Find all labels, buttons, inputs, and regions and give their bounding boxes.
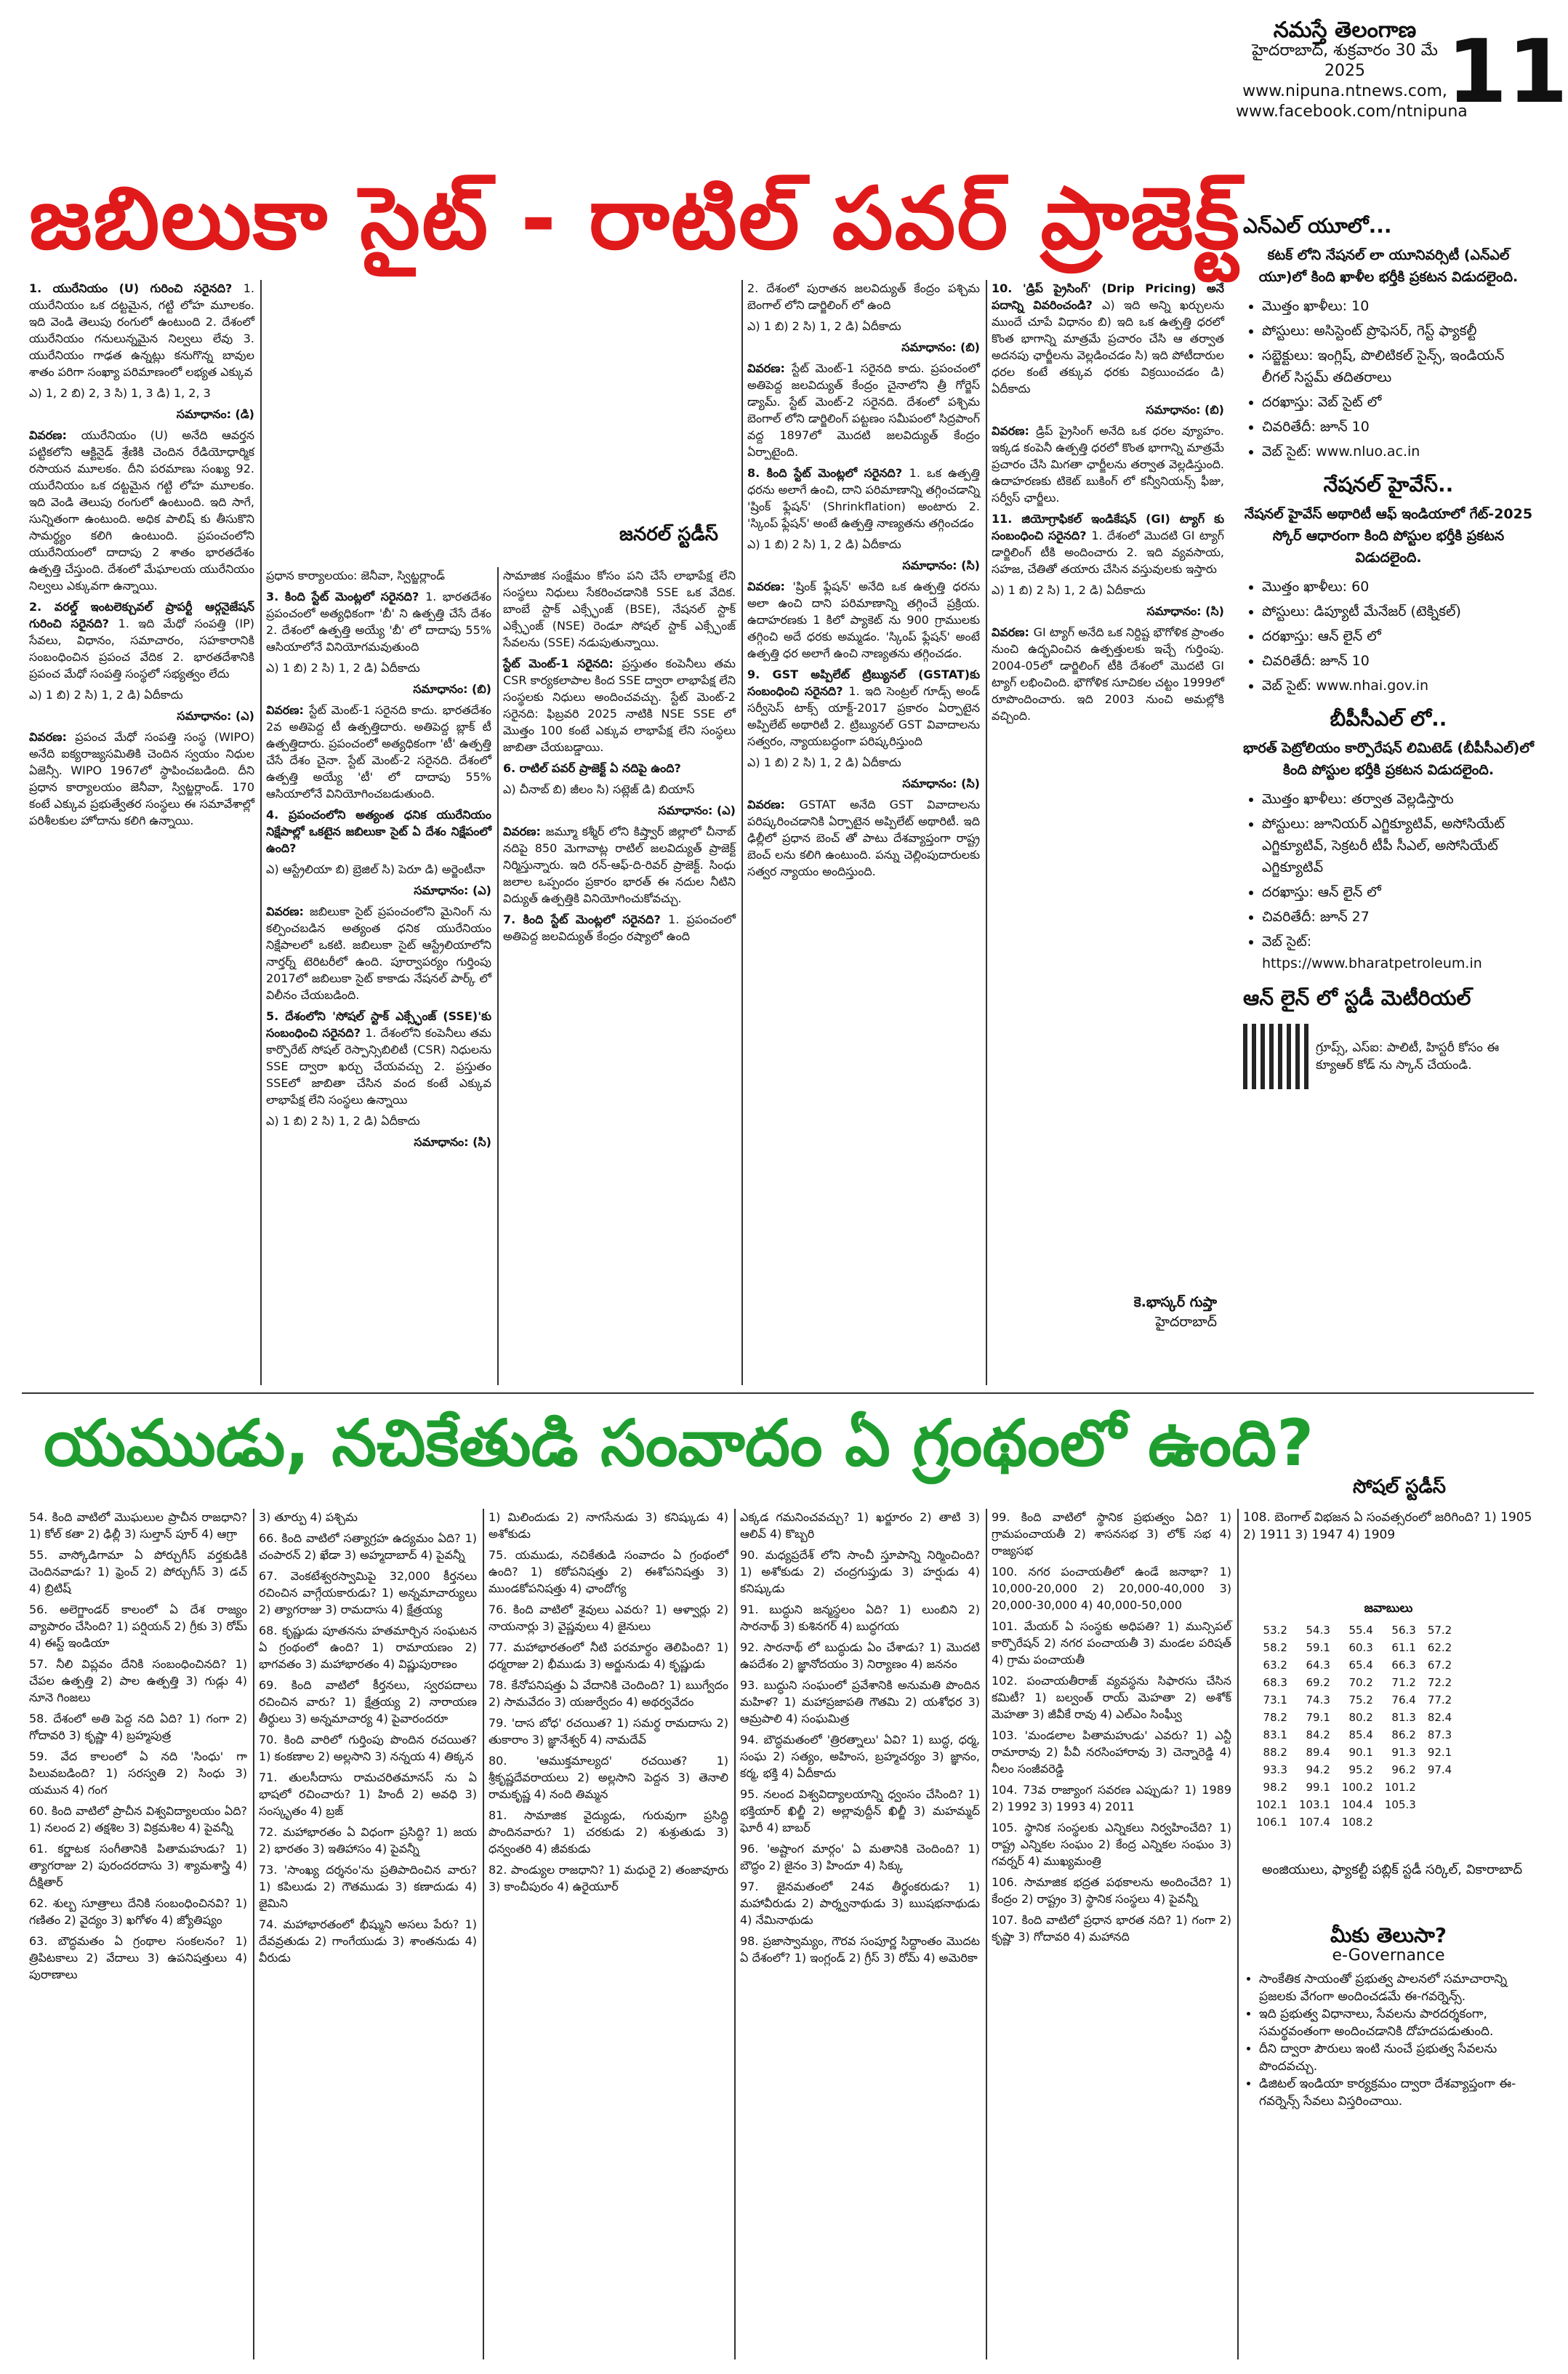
- answer-cell: 70.2: [1348, 1676, 1373, 1689]
- question-block: [266, 1008, 491, 1108]
- explanation-text: 1. ఇది మేధో సంపత్తి (IP) సేవలు, విధానం, సమాచారం, సహకారానికి సంబంధించిన ప్రపంచ వేదిక 2. భారతదేశానికి ప్రపంచ మేధో సంపత్తి సంస్థలో సభ్యత్వం లేదు: [29, 617, 254, 681]
- answer-cell: 103.1: [1298, 1798, 1330, 1811]
- answer-cell: 96.2: [1391, 1763, 1416, 1776]
- answer-cell: 90.1: [1348, 1746, 1373, 1759]
- website-link[interactable]: www.nipuna.ntnews.com,: [1242, 82, 1447, 100]
- answer-cell: 99.1: [1306, 1781, 1330, 1794]
- answer-text: సమాధానం: (సి): [902, 558, 980, 572]
- quiz-question: 79. 'దాస బోధ' రచయిత? 1) సమర్థ రామదాసు 2) తుకారాం 3) జ్ఞానేశ్వర్ 4) నామదేవ్: [489, 1716, 728, 1747]
- question-text: వివరణ:: [266, 703, 310, 717]
- answer-cell: 97.4: [1427, 1763, 1452, 1776]
- options-text: ఎ) 1 బి) 2 సి) 1, 2 డి) ఏదీకాదు: [992, 583, 1146, 597]
- question-block: [747, 796, 980, 880]
- job-detail: • మొత్తం ఖాళీలు: 10: [1262, 295, 1534, 317]
- quiz-question: 74. మహాభారతంలో భీష్ముని అసలు పేరు? 1) దేవవ్రతుడు 2) గాంగేయుడు 3) శాంతనుడు 4) వీరుడు: [259, 1917, 477, 1965]
- quiz-question: 96. 'అష్టాంగ మార్గం' ఏ మతానికి చెందింది? 1) బౌద్ధం 2) జైనం 3) హిందూ 4) సిక్కు: [740, 1842, 980, 1872]
- answer-cell: 71.2: [1391, 1676, 1416, 1689]
- question-block: [29, 729, 254, 829]
- answer-cell: 69.2: [1306, 1676, 1330, 1689]
- question-text: 1. యురేనియం (U) గురించి సరైనది?: [29, 281, 244, 295]
- answer-cell: 74.3: [1306, 1693, 1330, 1707]
- bottom-column-2: [259, 1509, 477, 2359]
- quiz-question: 102. పంచాయతీరాజ్ వ్యవస్థను సిఫారసు చేసిన కమిటీ? 1) బల్వంత్ రాయ్ మెహతా 2) అశోక్ మెహతా 3) జీవీకే రావు 4) ఎల్ఎం సింఘ్వీ: [992, 1674, 1231, 1721]
- quiz-question: 54. కింది వాటిలో మొఘలుల ప్రాచీన రాజధాని? 1) కోల్ కతా 2) ఢిల్లీ 3) సుల్తాన్ పూర్ 4) ఆగ్రా: [29, 1510, 247, 1541]
- answer-cell: 108.2: [1341, 1816, 1373, 1829]
- job-detail: • దరఖాస్తు: ఆన్ లైన్ లో: [1262, 881, 1534, 903]
- answer-row: [1250, 1779, 1458, 1796]
- answer-cell: 83.1: [1263, 1728, 1287, 1741]
- column-3: [503, 567, 736, 1385]
- quiz-question: 98. ప్రజాస్వామ్యం, గౌరవ సంపూర్ణ సిద్ధాంతం మొదట ఏ దేశంలో? 1) ఇంగ్లండ్ 2) గ్రీస్ 3) రోమ్ 4) అమెరికా: [740, 1934, 980, 1965]
- explanation-text: 1. యురేనియం ఒక దట్టమైన, గట్టి లోహ మూలకం. ఇది వెండి తెలుపు రంగులో ఉంటుంది 2. దేశంలో యురేనియం గనులున్నమైన నిల్వలు లేవు 3. యురేనియం గాఢత ఉన్నట్లు కనుగొన్న బావుల శాతం పరిగా సంఖ్యా పరిమాణంలో లభ్యత ఎక్కువ: [29, 281, 254, 379]
- explanation-text: యురేనియం (U) అనేది ఆవర్తన పట్టికలోని ఆక్టినైడ్ శ్రేణికి చెందిన రేడియోధార్మిక రసాయన మూలకం. దీని పరమాణు సంఖ్య 92. యురేనియం ఒక దట్టమైన గట్టి లోహ మూలకం. ఇది వెండి తెలుపు రంగులో ఉంటుంది. ఇది సాగే, సున్నితంగా ఉంటుంది. అధిక పాలిష్ కు తీసుకొని సామర్థ్యం కలిగి ఉంటుంది. ప్రపంచంలోని యురేనియంలో దాదాపు 2 శాతం భారతదేశం ఉత్పత్తి చేస్తుంది. దేశంలో మేఘాలయ యురేనియం నిల్వలు ఎక్కువగా ఉన్నాయి.: [29, 428, 254, 593]
- quiz-question: 76. కింది వాటిలో శైవులు ఎవరు? 1) ఆళ్వార్లు 2) నాయనార్లు 3) వైష్ణవులు 4) జైనులు: [489, 1603, 728, 1633]
- question-block: [266, 588, 491, 655]
- question-block: [503, 911, 736, 945]
- bottom-column-3: [489, 1509, 728, 2359]
- jobs-column: [1243, 204, 1534, 1089]
- question-text: వివరణ:: [29, 428, 81, 442]
- answer-row: [1250, 1709, 1458, 1726]
- quiz-question: 97. జైనమతంలో 24వ తీర్థంకరుడు? 1) మహావీరుడు 2) పార్శ్వనాథుడు 3) ఋషభనాథుడు 4) నేమినాథుడు: [740, 1880, 980, 1927]
- answer-cell: 86.2: [1391, 1728, 1416, 1741]
- answers-label: జవాబులు: [1364, 1601, 1413, 1616]
- answer-cell: 106.1: [1256, 1816, 1287, 1829]
- answer-cell: 100.2: [1341, 1781, 1373, 1794]
- question-block: [503, 655, 736, 755]
- answer-cell: [1422, 1813, 1458, 1831]
- job-detail: • పోస్టులు: జూనియర్ ఎగ్జిక్యూటివ్, అసోసియేట్ ఎగ్జిక్యూటివ్, సెక్రటరీ టీపీ సీఎల్, అసోసియేట్ ఎగ్జిక్యూటివ్: [1262, 813, 1534, 878]
- options-text: ఎ) 1, 2 బి) 2, 3 సి) 1, 3 డి) 1, 2, 3: [29, 386, 211, 400]
- answer-cell: 67.2: [1427, 1659, 1452, 1672]
- quiz-question: 82. పాండ్యుల రాజధాని? 1) మధురై 2) తంజావూరు 3) కాంచీపురం 4) ఉరైయూర్: [489, 1863, 728, 1893]
- bpcl-details: [1243, 788, 1534, 974]
- answer-text: సమాధానం: (ఎ): [414, 883, 491, 897]
- answer-cell: 61.1: [1391, 1641, 1416, 1654]
- question-block: [747, 465, 980, 532]
- quiz-question: 63. బౌద్ధమతం ఏ గ్రంథాల సంకలనం? 1) త్రిపిటకాలు 2) వేదాలు 3) ఉపనిషత్తులు 4) పురాణాలు: [29, 1934, 247, 1981]
- column-4: [747, 280, 980, 1385]
- job-detail: • దరఖాస్తు: ఆన్ లైన్ లో: [1262, 625, 1534, 647]
- job-detail: • చివరితేదీ: జూన్ 10: [1262, 416, 1534, 438]
- headline-top: జబిలుకా సైట్ - రాటిల్ పవర్ ప్రాజెక్ట్: [29, 168, 1241, 268]
- section-social-studies: సోషల్ స్టడీస్: [1353, 1476, 1446, 1498]
- byline-place: హైదరాబాద్: [1155, 1314, 1217, 1330]
- answer-row: [1250, 1813, 1458, 1831]
- answer-cell: 60.3: [1348, 1641, 1373, 1654]
- answer-text: సమాధానం: (ఎ): [177, 709, 254, 723]
- answer-cell: 56.3: [1391, 1624, 1416, 1637]
- question-text: 11. జియోగ్రాఫికల్ ఇండికేషన్ (GI) ట్యాగ్ కు సంబంధించి సరైనది?: [992, 512, 1224, 542]
- quiz-question: 3) తూర్పు 4) పశ్చిమ: [259, 1510, 358, 1524]
- question-block: [266, 567, 491, 584]
- bottom-column-1: [29, 1509, 247, 2359]
- explanation-text: 1. భారతదేశం ప్రపంచంలో అత్యధికంగా 'బీ' ని ఉత్పత్తి చేసే దేశం 2. దేశంలో ఉత్పత్తి అయ్యే 'బీ' లో దాదాపు 55% ఆసియాలోనే వినియోగమవుతుంది: [266, 590, 491, 654]
- question-text: 8. కింది స్టేట్ మెంట్లలో సరైనది?: [747, 466, 909, 480]
- q108: 108. బెంగాల్ విభజన ఏ సంవత్సరంలో జరిగింది? 1) 1905 2) 1911 3) 1947 4) 1909: [1243, 1510, 1532, 1542]
- question-text: 7. కింది స్టేట్ మెంట్లలో సరైనది?: [503, 913, 669, 926]
- quiz-question: 56. అలెగ్జాండర్ కాలంలో ఏ దేశ రాజ్యం వ్యాపారం చేసింది? 1) పర్షియన్ 2) గ్రీకు 3) రోమ్ 4) ఈస్ట్ ఇండియా: [29, 1603, 247, 1650]
- qr-credit: గ్రూప్స్, ఎస్ఐ: పాలిటీ, హిస్టరీ కోసం ఈ క్యూఆర్ కోడ్ ను స్కాన్ చేయండి.: [1316, 1040, 1500, 1072]
- quiz-question: ఎక్కడ గమనించవచ్చు? 1) ఖర్జూరం 2) తాటి 3) ఆలివ్ 4) కొబ్బరి: [740, 1510, 980, 1541]
- explanation-text: ప్రస్తుతం కంపెనీలు తమ CSR కార్యకలాపాల కింద SSE ద్వారా లాభాపేక్ష లేని సంస్థలకు నిధులు అందించవచ్చు. స్టేట్ మెంట్-2 సరైనది: ఫిబ్రవరి 2025 నాటికి NSE SSE లో మొత్తం 100 కంటే ఎక్కువ లాభాపేక్ష లేని సంస్థలు జాబితా చేయబడ్డాయి.: [503, 657, 736, 754]
- quiz-question: 100. నగర పంచాయతీలో ఉండే జనాభా? 1) 10,000-20,000 2) 20,000-40,000 3) 20,000-30,000 4) 40,000-50,000: [992, 1565, 1231, 1612]
- quiz-question: 67. వెంకటేశ్వరస్వామిపై 32,000 కీర్తనలు రచించిన వాగ్గేయకారుడు? 1) అన్నమాచార్యులు 2) త్యాగరాజు 3) రామదాసు 4) క్షేత్రయ్య: [259, 1569, 477, 1616]
- options-text: ఎ) 1 బి) 2 సి) 1, 2 డి) ఏదీకాదు: [266, 1114, 420, 1128]
- quiz-question: 69. కింది వాటిలో కీర్తనలు, స్వరపదాలు రచించిన వారు? 1) క్షేత్రయ్య 2) నారాయణ తీర్థులు 3) అన్నమాచార్య 4) పైవారందరూ: [259, 1678, 477, 1725]
- answer-cell: 93.3: [1263, 1763, 1287, 1776]
- answer-cell: 81.3: [1391, 1711, 1416, 1724]
- explanation-text: డ్రిప్ ప్రైసింగ్ అనేది ఒక ధరల వ్యూహం. ఇక్కడ కంపెనీ ఉత్పత్తి ధరలో కొంత భాగాన్ని మాత్రమే ప్రచారం చేసి మిగతా ఛార్జీలను తర్వాత వెల్లడిస్తుంది. ఉదాహరణకు టికెట్ బుకింగ్ లో కన్వీనియన్స్ ఫీజు, సర్వీస్ ఛార్జీలు.: [992, 424, 1224, 505]
- job-detail: • చివరితేదీ: జూన్ 27: [1262, 906, 1534, 928]
- nlu-title: ఎన్ఎల్ యూలో...: [1243, 214, 1392, 238]
- question-block: [29, 427, 254, 594]
- quiz-question: 73. 'సాంఖ్య దర్శనం'ను ప్రతిపాదించిన వారు? 1) కపిలుడు 2) గౌతముడు 3) కణాదుడు 4) జైమిని: [259, 1863, 477, 1910]
- answer-row: [1250, 1639, 1458, 1656]
- explanation-text: 1. ఇది సెంట్రల్ గూడ్స్ అండ్ సర్వీసెస్ టాక్స్ యాక్ట్-2017 ప్రకారం ఏర్పాటైన అప్పిలేట్ అథారిటీ 2. ట్రిబ్యునల్ GST వివాదాలను సత్వరం, న్యాయబద్ధంగా పరిష్కరిస్తుంది: [747, 684, 981, 748]
- job-detail: • పోస్టులు: అసిస్టెంట్ ప్రొఫెసర్, గెస్ట్ ఫ్యాకల్టీ: [1262, 320, 1534, 342]
- nlu-details: [1243, 295, 1534, 462]
- quiz-question: 58. దేశంలో అతి పెద్ద నది ఏది? 1) గంగా 2) గోదావరి 3) కృష్ణా 4) బ్రహ్మపుత్ర: [29, 1712, 247, 1742]
- answer-cell: 63.2: [1263, 1659, 1287, 1672]
- answer-cell: 59.1: [1306, 1641, 1330, 1654]
- question-text: 10. 'డ్రిప్ ప్రైసింగ్' (Drip Pricing) అనే పదాన్ని వివరించండి?: [992, 281, 1224, 312]
- nhai-intro: నేషనల్ హైవేస్ అథారిటీ ఆఫ్ ఇండియాలో గేట్-2025 స్కోర్ ఆధారంగా కింది పోస్టుల భర్తీకి ప్రకటన విడుదలైంది.: [1244, 506, 1533, 566]
- options-text: ఎ) 1 బి) 2 సి) 1, 2 డి) ఏదీకాదు: [747, 537, 901, 551]
- nhai-title: నేషనల్ హైవేస్..: [1323, 473, 1454, 497]
- page-number: 11: [1447, 22, 1568, 123]
- question-block: [992, 624, 1224, 724]
- did-you-know-box: [1243, 1920, 1534, 2110]
- question-text: వివరణ:: [747, 580, 793, 593]
- answer-cell: 57.2: [1427, 1624, 1452, 1637]
- explanation-text: 2. దేశంలో పురాతన జలవిద్యుత్ కేంద్రం పశ్చిమ బెంగాల్ లోని డార్జిలింగ్ లో ఉంది: [747, 281, 980, 312]
- quiz-question: 61. కర్ణాటక సంగీతానికి పితామహుడు? 1) త్యాగరాజు 2) పురందరదాసు 3) శ్యామశాస్త్రి 4) దీక్షితార్: [29, 1842, 247, 1889]
- quiz-question: 1) మిలిందుడు 2) నాగసేనుడు 3) కనిష్కుడు 4) అశోకుడు: [489, 1510, 728, 1541]
- answer-cell: 85.4: [1348, 1728, 1373, 1741]
- quiz-question: 106. సామాజిక భద్రత పథకాలను అందించేది? 1) కేంద్రం 2) రాష్ట్రం 3) స్థానిక సంస్థలు 4) పైవన్నీ: [992, 1875, 1231, 1906]
- answer-cell: 87.3: [1427, 1728, 1452, 1741]
- did-you-know-title: మీకు తెలుసా?: [1330, 1923, 1447, 1947]
- answer-cell: 102.1: [1256, 1798, 1287, 1811]
- quiz-question: 91. బుద్ధుని జన్మస్థలం ఏది? 1) లుంబిని 2) సారనాథ్ 3) కుశినగర్ 4) బుద్ధగయ: [740, 1603, 980, 1633]
- explanation-text: జబిలుకా సైట్ ప్రపంచంలోని మైనింగ్ ను కల్పించబడిన అత్యంత ధనిక యురేనియం నిక్షేపాలలో ఒకటి. జబిలుకా సైట్ ఆస్ట్రేలియాలోని నార్తర్న్ టెరిటరీలో ఉంది. పూర్వాపర్యం గుర్తింపు 2017లో జబిలుకా సైట్ కాకాడు నేషనల్ పార్క్ లో విలీనం చేయబడింది.: [266, 905, 491, 1002]
- explanation-text: 1. దేశంలోని కంపెనీలు తమ కార్పొరేట్ సోషల్ రెస్పాన్సిబిలిటీ (CSR) నిధులను SSE ద్వారా ఖర్చు చేయవచ్చు 2. ప్రస్తుతం SSEలో జాబితా చేసిన వంద కంటే ఎక్కువ లాభాపేక్ష లేని సంస్థలు ఉన్నాయి: [266, 1026, 491, 1107]
- qr-code-icon[interactable]: [1243, 1024, 1308, 1089]
- answer-cell: 98.2: [1263, 1781, 1287, 1794]
- answer-cell: 64.3: [1306, 1659, 1330, 1672]
- job-detail: • పోస్టులు: డిప్యూటీ మేనేజర్ (టెక్నికల్): [1262, 601, 1534, 622]
- quiz-question: 95. నలంద విశ్వవిద్యాలయాన్ని ధ్వంసం చేసింది? 1) భక్తియార్ ఖిల్జీ 2) అల్లావుద్దీన్ ఖిల్జీ 3) మహమ్మద్ ఘోరీ 4) బాబర్: [740, 1787, 980, 1834]
- question-block: [992, 280, 1224, 397]
- answer-cell: 105.3: [1384, 1798, 1416, 1811]
- question-block: [29, 280, 254, 380]
- question-text: వివరణ:: [747, 361, 792, 375]
- answer-cell: 77.2: [1427, 1693, 1452, 1707]
- quiz-question: 80. 'ఆముక్తమాల్యద' రచయిత? 1) శ్రీకృష్ణదేవరాయలు 2) అల్లసాని పెద్దన 3) తెనాలి రామకృష్ణ 4) నంది తిమ్మన: [489, 1754, 728, 1801]
- answer-cell: 91.3: [1391, 1746, 1416, 1759]
- did-you-know-item: • సాంకేతిక సాయంతో ప్రభుత్వ పాలనలో సమాచారాన్ని ప్రజలకు వేగంగా అందించడమే ఈ-గవర్నెన్స్.: [1259, 1970, 1534, 2005]
- answer-cell: 53.2: [1263, 1624, 1287, 1637]
- answer-cell: [1379, 1813, 1422, 1831]
- question-text: స్టేట్ మెంట్-1 సరైనది:: [503, 657, 622, 670]
- answer-cell: [1422, 1779, 1458, 1796]
- answer-text: సమాధానం: (ఎ): [658, 803, 736, 817]
- question-block: [266, 702, 491, 802]
- job-detail: • దరఖాస్తు: వెబ్ సైట్ లో: [1262, 391, 1534, 413]
- headline-bottom: యముడు, నచికేతుడి సంవాదం ఏ గ్రంథంలో ఉంది?: [44, 1405, 1314, 1480]
- column-5: [992, 280, 1224, 1247]
- quiz-question: 99. కింది వాటిలో స్థానిక ప్రభుత్వం ఏది? 1) గ్రామపంచాయతీ 2) శాసనసభ 3) లోక్ సభ 4) రాజ్యసభ: [992, 1510, 1231, 1557]
- answer-cell: 89.4: [1306, 1746, 1330, 1759]
- answer-cell: 65.4: [1348, 1659, 1373, 1672]
- answer-text: సమాధానం: (సి): [1146, 604, 1224, 618]
- question-text: 6. రాటిల్ పవర్ ప్రాజెక్ట్ ఏ నదిపై ఉంది?: [503, 761, 681, 775]
- quiz-question: 77. మహాభారతంలో నీటి పరమార్థం తెలిపింది? 1) ధర్మరాజు 2) భీముడు 3) అర్జునుడు 4) కృష్ణుడు: [489, 1640, 728, 1671]
- job-detail: • మొత్తం ఖాళీలు: తర్వాత వెల్లడిస్తారు: [1262, 788, 1534, 810]
- answer-cell: 84.2: [1306, 1728, 1330, 1741]
- answer-text: సమాధానం: (సి): [902, 777, 980, 790]
- question-text: వివరణ:: [503, 825, 546, 838]
- answer-text: సమాధానం: (బి): [901, 340, 980, 354]
- answer-cell: 107.4: [1298, 1816, 1330, 1829]
- question-text: వివరణ:: [29, 730, 76, 744]
- explanation-text: 'ష్రింక్ ఫ్లేషన్' అనేది ఒక ఉత్పత్తి ధరను అలా ఉంచి దాని పరిమాణాన్ని తగ్గించే ప్రక్రియ. ఉదాహరణకు 1 కిలో ప్యాకెట్ ను 900 గ్రాములకు తగ్గించి అదే ధరకు అమ్మడం. 'స్కింప్ ఫ్లేషన్' అంటే ఉత్పత్తి ధర అలాగే ఉంచి నాణ్యతను తగ్గించడం.: [747, 580, 980, 660]
- answer-cell: 79.1: [1306, 1711, 1330, 1724]
- quiz-question: 94. బౌద్ధమతంలో 'త్రిరత్నాలు' ఏవి? 1) బుద్ధ, ధర్మ, సంఘ 2) సత్యం, అహింస, బ్రహ్మచర్యం 3) జ్ఞానం, కర్మ, భక్తి 4) ఏదీకాదు: [740, 1733, 980, 1780]
- quiz-question: 68. కృష్ణుడు పూతనను హతమార్చిన సంఘటన ఏ గ్రంథంలో ఉంది? 1) రామాయణం 2) భాగవతం 3) మహాభారతం 4) విష్ణుపురాణం: [259, 1624, 477, 1671]
- quiz-question: 66. కింది వాటిలో సత్యాగ్రహ ఉద్యమం ఏది? 1) చంపారన్ 2) ఖేడా 3) అహ్మదాబాద్ 4) పైవన్నీ: [259, 1531, 477, 1562]
- question-block: [747, 666, 980, 750]
- answer-cell: 101.2: [1384, 1781, 1416, 1794]
- answer-text: సమాధానం: (డి): [176, 407, 254, 421]
- question-block: [29, 598, 254, 682]
- quiz-question: 70. కింది వారిలో గుర్తింపు పొందిన రచయిత? 1) కంకణాల 2) అల్లసాని 3) నన్నయ 4) తిక్కన: [259, 1733, 477, 1763]
- answer-row: [1250, 1761, 1458, 1779]
- job-detail: • వెబ్ సైట్: www.nhai.gov.in: [1262, 675, 1534, 697]
- question-block: [992, 510, 1224, 577]
- answer-cell: 80.2: [1348, 1711, 1373, 1724]
- did-you-know-item: • ఇది ప్రభుత్వ విధానాలు, సేవలను పారదర్శకంగా, సమర్థవంతంగా అందించడానికి దోహదపడుతుంది.: [1259, 2005, 1534, 2040]
- question-block: [747, 280, 980, 313]
- question-block: [747, 578, 980, 662]
- facebook-link[interactable]: www.facebook.com/ntnipuna: [1236, 103, 1468, 121]
- quiz-question: 72. మహాభారతం ఏ విధంగా ప్రసిద్ధి? 1) జయ 2) భారతం 3) ఇతిహాసం 4) పైవన్నీ: [259, 1825, 477, 1856]
- options-text: ఎ) 1 బి) 2 సి) 1, 2 డి) ఏదీకాదు: [747, 755, 901, 769]
- quiz-question: 93. బుద్ధుని సంఘంలో ప్రవేశానికి అనుమతి పొందిన మహిళ? 1) మహాప్రజాపతి గౌతమి 2) యశోధర 3) ఆమ్రపాలి 4) సంఘమిత్ర: [740, 1678, 980, 1725]
- question-block: [503, 823, 736, 907]
- bottom-column-4: [740, 1509, 980, 2359]
- explanation-text: 1. ప్రపంచంలో అతిపెద్ద జలవిద్యుత్ కేంద్రం రష్యాలో ఉంది: [503, 913, 736, 943]
- quiz-question: 92. సారనాథ్ లో బుద్ధుడు ఏం చేశాడు? 1) మొదటి ఉపదేశం 2) జ్ఞానోదయం 3) నిర్యాణం 4) జననం: [740, 1640, 980, 1671]
- job-detail: • వెబ్ సైట్: https://www.bharatpetroleum.in: [1262, 931, 1534, 974]
- question-text: వివరణ:: [992, 424, 1037, 438]
- explanation-text: ప్రధాన కార్యాలయం: జెనీవా, స్విట్జర్లాండ్: [266, 569, 445, 582]
- byline-name: కె.భాస్కర్ గుప్తా: [1133, 1294, 1217, 1310]
- explanation-text: సామాజిక సంక్షేమం కోసం పని చేసే లాభాపేక్ష లేని సంస్థలు నిధులు సేకరించడానికి SSE ఒక వేదిక. బాంబే స్టాక్ ఎక్స్ఛేంజ్ (BSE), నేషనల్ స్టాక్ ఎక్స్ఛేంజ్ (NSE) రెండూ సోషల్ స్టాక్ ఎక్స్ఛేంజ్ సేవలను (SSE) నడుపుతున్నాయి.: [503, 569, 736, 649]
- question-text: 9. GST అప్పిలేట్ ట్రిబ్యునల్ (GSTAT)కు సంబంధించి సరైనది?: [747, 667, 980, 698]
- question-block: [747, 360, 980, 460]
- answer-row: [1250, 1656, 1458, 1674]
- column-1: [29, 280, 254, 1385]
- explanation-text: 1. ఒక ఉత్పత్తి ధరను అలాగే ఉంచి, దాని పరిమాణాన్ని తగ్గించడాన్ని 'ష్రింక్ ఫ్లేషన్' (Shrinkflation) అంటారు 2. 'స్కింప్ ఫ్లేషన్' అంటే ఉత్పత్తి నాణ్యతను తగ్గించడం: [747, 466, 980, 530]
- masthead: [1236, 17, 1468, 122]
- question-block: [503, 760, 736, 777]
- explanation-text: స్టేట్ మెంట్-1 సరైనది కాదు. ప్రపంచంలో అతిపెద్ద జలవిద్యుత్ కేంద్రం చైనాలోని త్రీ గోర్జెస్ డ్యామ్. స్టేట్ మెంట్-2 సరైనది. దేశంలో పశ్చిమ బెంగాల్ లోని డార్జిలింగ్ పట్టణం సమీపంలో సిద్రపాంగ్ వద్ద 1897లో మొదటి జలవిద్యుత్ కేంద్రం ఏర్పాటైంది.: [747, 361, 980, 459]
- quiz-question: 78. కేనోపనిషత్తు ఏ వేదానికి చెందింది? 1) ఋగ్వేదం 2) సామవేదం 3) యజుర్వేదం 4) అథర్వవేదం: [489, 1678, 728, 1709]
- question-block: [266, 903, 491, 1003]
- quiz-question: 57. నీలి విప్లవం దేనికి సంబంధించినది? 1) చేపల ఉత్పత్తి 2) పాల ఉత్పత్తి 3) గుడ్లు 4) నూనె గింజలు: [29, 1657, 247, 1704]
- answer-cell: 104.4: [1341, 1798, 1373, 1811]
- question-block: [503, 567, 736, 651]
- answer-cell: 55.4: [1348, 1624, 1373, 1637]
- quiz-question: 71. తులసీదాసు రామచరితమానస్ ను ఏ భాషలో రచించారు? 1) హిందీ 2) అవధి 3) సంస్కృతం 4) బ్రజ్: [259, 1771, 477, 1818]
- explanation-text: GSTAT అనేది GST వివాదాలను పరిష్కరించడానికి ఏర్పాటైన అప్పిలేట్ అథారిటీ. ఇది ఢిల్లీలో ప్రధాన బెంచ్ తో పాటు దేశవ్యాప్తంగా రాష్ట్ర బెంచ్ లను కలిగి ఉంటుంది. పన్ను చెల్లింపుదారులకు సత్వర న్యాయం అందిస్తుంది.: [747, 798, 980, 878]
- quiz-question: 104. 73వ రాజ్యాంగ సవరణ ఎప్పుడు? 1) 1989 2) 1992 3) 1993 4) 2011: [992, 1783, 1231, 1813]
- bpcl-intro: భారత్ పెట్రోలియం కార్పొరేషన్ లిమిటెడ్ (బీపీసీఎల్)లో కింది పోస్టుల భర్తీకి ప్రకటన విడుదలైంది.: [1243, 740, 1534, 778]
- brand-name: నమస్తే తెలంగాణ: [1273, 17, 1417, 43]
- answer-row: [1250, 1796, 1458, 1813]
- question-block: [992, 422, 1224, 506]
- options-text: ఎ) చీనాబ్ బి) జీలం సి) సట్లెజ్ డి) బియాస్: [503, 782, 695, 796]
- question-text: 3. కింది స్టేట్ మెంట్లలో సరైనది?: [266, 590, 426, 603]
- answer-row: [1250, 1691, 1458, 1709]
- byline: [992, 1294, 1217, 1334]
- options-text: ఎ) ఆస్ట్రేలియా బి) బ్రెజిల్ సి) పెరూ డి) అర్జెంటీనా: [266, 862, 486, 876]
- did-you-know-list: [1243, 1970, 1534, 2110]
- column-2: [266, 567, 491, 1385]
- answer-cell: 75.2: [1348, 1693, 1373, 1707]
- options-text: ఎ) 1 బి) 2 సి) 1, 2 డి) ఏదీకాదు: [29, 688, 183, 702]
- answer-row: [1250, 1726, 1458, 1744]
- answer-cell: 95.2: [1348, 1763, 1373, 1776]
- answer-cell: 62.2: [1427, 1641, 1452, 1654]
- quiz-question: 62. శుల్బ సూత్రాలు దేనికి సంబంధించినవి? 1) గణితం 2) వైద్యం 3) ఖగోళం 4) జ్యోతిష్యం: [29, 1896, 247, 1927]
- options-text: ఎ) 1 బి) 2 సి) 1, 2 డి) ఏదీకాదు: [266, 661, 420, 675]
- answers-credit: అంజియులు, ఫ్యాకల్టీ పబ్లిక్ స్టడీ సర్కిల్, వికారాబాద్: [1261, 1862, 1523, 1877]
- section-general-studies: జనరల్ స్టడీస్: [619, 524, 718, 545]
- answer-cell: 92.1: [1427, 1746, 1452, 1759]
- job-detail: • సబ్జెక్టులు: ఇంగ్లిష్, పొలిటికల్ సైన్స్, ఇండియన్ లీగల్ సిస్టమ్ తదితరాలు: [1262, 345, 1534, 388]
- bpcl-title: బీపీసీఎల్ లో..: [1330, 707, 1447, 731]
- question-text: వివరణ:: [747, 798, 800, 811]
- answer-cell: 78.2: [1263, 1711, 1287, 1724]
- answer-text: సమాధానం: (బి): [1146, 403, 1224, 417]
- answer-cell: 88.2: [1263, 1746, 1287, 1759]
- answer-cell: 54.3: [1306, 1624, 1330, 1637]
- did-you-know-subtitle: e-Governance: [1332, 1946, 1445, 1965]
- question-text: వివరణ:: [992, 625, 1034, 639]
- quiz-question: 55. వాస్కోడిగామా ఏ పోర్చుగీస్ వర్తకుడికి చెందినవాడు? 1) ఫ్రెంచ్ 2) పోర్చుగీస్ 3) డచ్ 4) బ్రిటిష్: [29, 1548, 247, 1595]
- job-detail: • వెబ్ సైట్: www.nluo.ac.in: [1262, 441, 1534, 462]
- job-detail: • మొత్తం ఖాళీలు: 60: [1262, 576, 1534, 598]
- answer-row: [1250, 1674, 1458, 1691]
- quiz-question: 75. యముడు, నచికేతుడి సంవాదం ఏ గ్రంథంలో ఉంది? 1) కఠోపనిషత్తు 2) ఈశోపనిషత్తు 3) ముండకోపనిషత్తు 4) ఛాందోగ్య: [489, 1548, 728, 1595]
- options-text: ఎ) 1 బి) 2 సి) 1, 2 డి) ఏదీకాదు: [747, 319, 901, 333]
- nhai-details: [1243, 576, 1534, 697]
- answer-text: సమాధానం: (బి): [413, 682, 491, 696]
- quiz-question: 81. సామాజిక వైద్యుడు, గురువుగా ప్రసిద్ధి పొందినవారు? 1) చరకుడు 2) శుశ్రుతుడు 3) ధన్వంతరి 4) జీవకుడు: [489, 1808, 728, 1856]
- question-text: 5. దేశంలోని 'సోషల్ స్టాక్ ఎక్స్ఛేంజ్ (SSE)'కు సంబంధించి సరైనది?: [266, 1009, 491, 1040]
- explanation-text: జమ్మూ కశ్మీర్ లోని కిష్త్వార్ జిల్లాలో చీనాబ్ నదిపై 850 మెగావాట్ల రాటిల్ జలవిద్యుత్ ప్రాజెక్ట్ నిర్మిస్తున్నారు. ఇది రన్-ఆఫ్-ది-రివర్ ప్రాజెక్ట్. సింధు జలాల ఒప్పందం ప్రకారం భారత్ ఈ నదుల నీటిని విద్యుత్ ఉత్పత్తికి వినియోగించుకోవచ్చు.: [503, 825, 736, 905]
- answers-table: [1250, 1621, 1458, 1831]
- quiz-question: 105. స్థానిక సంస్థలకు ఎన్నికలు నిర్వహించేది? 1) రాష్ట్ర ఎన్నికల సంఘం 2) కేంద్ర ఎన్నికల సంఘం 3) గవర్నర్ 4) ముఖ్యమంత్రి: [992, 1821, 1231, 1868]
- quiz-question: 107. కింది వాటిలో ప్రధాన భారత నది? 1) గంగా 2) కృష్ణా 3) గోదావరి 4) మహానది: [992, 1913, 1231, 1944]
- answer-cell: [1422, 1796, 1458, 1813]
- explanation-text: స్టేట్ మెంట్-1 సరైనది కాదు. భారతదేశం 2వ అతిపెద్ద టీ ఉత్పత్తిదారు. అతిపెద్ద బ్లాక్ టీ ఉత్పత్తిదారు. ప్రపంచంలో అత్యధికంగా 'టీ' ఉత్పత్తి చేసే దేశం చైనా. స్టేట్ మెంట్-2 సరైనది. దేశంలో ఉత్పత్తి అయ్యే 'టీ' లో దాదాపు 55% ఆసియాలోనే వినియోగించబడుతుంది.: [266, 703, 491, 801]
- explanation-text: 1. దేశంలో మొదటి GI ట్యాగ్ డార్జిలింగ్ టీకి అందించారు 2. ఇది వ్యవసాయ, సహజ, చేతితో తయారు చేసిన వస్తువులకు ఇస్తారు: [992, 529, 1224, 576]
- explanation-text: GI ట్యాగ్ అనేది ఒక నిర్దిష్ట భౌగోళిక ప్రాంతం నుంచి ఉద్భవించిన ఉత్పత్తులకు ఇచ్చే గుర్తింపు. 2004-05లో డార్జిలింగ్ టీకి దేశంలో మొదటి GI ట్యాగ్ లభించింది. భౌగోళిక సూచికల చట్టం 1999లో రూపొందించారు. ఇది 2003 నుంచి అమల్లోకి వచ్చింది.: [992, 625, 1224, 723]
- quiz-question: 101. మేయర్ ఏ సంస్థకు అధిపతి? 1) మున్సిపల్ కార్పొరేషన్ 2) నగర పంచాయతీ 3) మండల పరిషత్ 4) గ్రామ పంచాయతీ: [992, 1619, 1231, 1667]
- explanation-text: ప్రపంచ మేధో సంపత్తి సంస్థ (WIPO) అనేది ఐక్యరాజ్యసమితికి చెందిన స్వయం నిధుల ఏజెన్సీ. WIPO 1967లో స్థాపించబడింది. దీని ప్రధాన కార్యాలయం జెనీవా, స్విట్జర్లాండ్. 170 కంటే ఎక్కువ ప్రభుత్వేతర సంస్థలు ఈ సమావేశాల్లో పరిశీలకుల హోదాను కలిగి ఉన్నాయి.: [29, 730, 254, 827]
- answer-cell: 73.1: [1263, 1693, 1287, 1707]
- question-text: వివరణ:: [266, 905, 310, 918]
- quiz-question: 59. వేద కాలంలో ఏ నది 'సింధు' గా పిలువబడింది? 1) సరస్వతి 2) సింధు 3) యమున 4) గంగ: [29, 1749, 247, 1797]
- explanation-text: ఎ) ఇది అన్ని ఖర్చులను ముందే చూపే విధానం బి) ఇది ఒక ఉత్పత్తి ధరలో కొంత భాగాన్ని మాత్రమే ప్రచారం చేసి ఆ తర్వాత అదనపు ఛార్జీలను వెల్లడించడం సి) ఇది పోటీదారుల ధరల కంటే తక్కువ ధరకు విక్రయించడం డి) ఏదీకాదు: [992, 298, 1224, 396]
- question-text: 4. ప్రపంచంలోని అత్యంత ధనిక యురేనియం నిక్షేపాల్లో ఒకటైన జబిలుకా సైట్ ఏ దేశం నిక్షేపంలో ఉంది?: [266, 808, 491, 855]
- answer-cell: 94.2: [1306, 1763, 1330, 1776]
- quiz-question: 60. కింది వాటిలో ప్రాచీన విశ్వవిద్యాలయం ఏది? 1) నలంద 2) తక్షశిల 3) విక్రమశిల 4) పైవన్నీ: [29, 1804, 247, 1834]
- did-you-know-item: • దీని ద్వారా పౌరులు ఇంటి నుంచే ప్రభుత్వ సేవలను పొందవచ్చు.: [1259, 2040, 1534, 2075]
- answer-text: సమాధానం: (సి): [414, 1135, 491, 1149]
- dateline: హైదరాబాద్, శుక్రవారం 30 మే 2025: [1252, 41, 1438, 80]
- bottom-column-5: [992, 1509, 1231, 2359]
- answer-row: [1250, 1744, 1458, 1761]
- answer-cell: 66.3: [1391, 1659, 1416, 1672]
- answer-cell: 58.2: [1263, 1641, 1287, 1654]
- quiz-question: 90. మధ్యప్రదేశ్ లోని సాంచీ స్తూపాన్ని నిర్మించింది? 1) అశోకుడు 2) చంద్రగుప్తుడు 3) హర్షుడు 4) కనిష్కుడు: [740, 1548, 980, 1595]
- study-material-title: ఆన్ లైన్ లో స్టడీ మెటీరియల్: [1243, 986, 1471, 1010]
- question-block: [266, 806, 491, 857]
- answer-cell: 76.4: [1391, 1693, 1416, 1707]
- answer-cell: 68.3: [1263, 1676, 1287, 1689]
- quiz-question: 103. 'మండలాల పితామహుడు' ఎవరు? 1) ఎన్టీ రామారావు 2) పీవీ నరసింహారావు 3) చెన్నారెడ్డి 4) నీలం సంజీవరెడ్డి: [992, 1728, 1231, 1776]
- did-you-know-item: • డిజిటల్ ఇండియా కార్యక్రమం ద్వారా దేశవ్యాప్తంగా ఈ-గవర్నెన్స్ సేవలు విస్తరించాయి.: [1259, 2075, 1534, 2110]
- job-detail: • చివరితేదీ: జూన్ 10: [1262, 650, 1534, 672]
- question-text: 2. వరల్డ్ ఇంటలెక్చువల్ ప్రాపర్టీ ఆర్గనైజేషన్ గురించి సరైనది?: [29, 600, 254, 630]
- answer-cell: 82.4: [1427, 1711, 1452, 1724]
- answer-row: [1250, 1621, 1458, 1639]
- nlu-intro: కటక్ లోని నేషనల్ లా యూనివర్సిటీ (ఎన్ఎల్ యూ)లో కింది ఖాళీల భర్తీకి ప్రకటన విడుదలైంది.: [1258, 247, 1519, 285]
- answer-cell: 72.2: [1427, 1676, 1452, 1689]
